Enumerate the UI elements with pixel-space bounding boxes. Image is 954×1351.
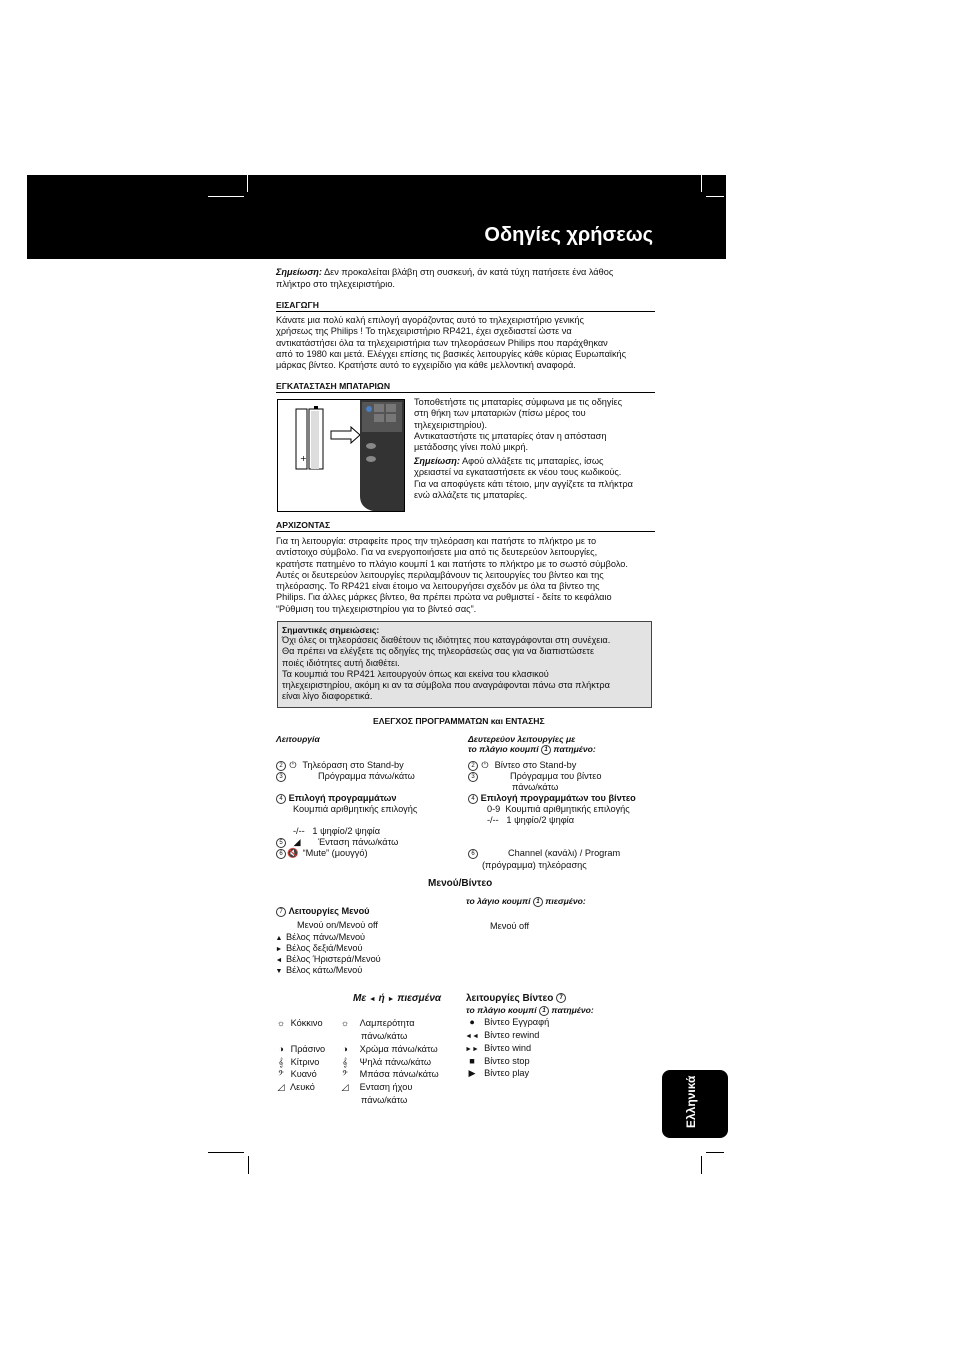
- menu-onoff: Μενού on/Μενού off: [297, 920, 378, 930]
- intro-paragraph: Κάνατε μια πολύ καλή επιλογή αγοράζοντας αυτό το τηλεχειριστήριο γενικής χρήσεως της Philips ! Το τηλεχειριστήριο RP421, έχει σχεδιαστεί ώστε να αντικατάστήσει όλα τα τηλεχειριστήρια των τηλεοράσεων Philips που παράχθηκαν από το 1980 και μετά. Ελέγχει επίσης τις βασικές λειτουργίες κάθε κύριας Ευρωπαϊκής μάρκας βίντεο. Κρατήστε αυτό το εγχειρίδιο για κάθε μελλοντική αναφορά.: [276, 315, 627, 371]
- volume-icon: ◿: [277, 1082, 285, 1092]
- bass-icon: 𝄢: [342, 1069, 348, 1079]
- color-cyan: 𝄢 Κυανό: [274, 1069, 317, 1080]
- colors-heading: Με ◄ ή ► πιεσμένα: [353, 993, 442, 1004]
- right-sel: 4 Επιλογή προγραμμάτων του βίντεο: [468, 793, 636, 804]
- crop-mark: [701, 175, 702, 192]
- volume: ◿ Ενταση ήχου: [338, 1082, 412, 1093]
- video-wind: ►► Βίντεο wind: [465, 1043, 531, 1055]
- video-record: ● Βίντεο Εγγραφή: [465, 1017, 549, 1028]
- right-chan-2: (πρόγραμμα) τηλεόρασης: [482, 860, 587, 870]
- volume-icon: ◿: [341, 1082, 349, 1092]
- brightness: ☼ Λαμπερότητα: [338, 1018, 415, 1029]
- right-prog: 3 Πρόγραμμα του βίντεο: [468, 771, 602, 782]
- brightness-icon: ☼: [340, 1018, 350, 1028]
- treble: 𝄞 Ψηλά πάνω/κάτω: [338, 1057, 431, 1068]
- note-top-line2: πλήκτρο στο τηλεχειριστήριο.: [276, 279, 395, 289]
- crop-mark: [247, 175, 248, 192]
- bass: 𝄢 Μπάσα πάνω/κάτω: [338, 1069, 439, 1080]
- right-chan: 6 Channel (κανάλι) / Program: [468, 848, 620, 859]
- arrow-left-icon: ◄: [368, 996, 376, 1003]
- play-icon: ▶: [468, 1068, 476, 1078]
- battery-illustration: [277, 399, 405, 512]
- video-play: ▶ Βίντεο play: [465, 1068, 529, 1079]
- crop-mark: [706, 196, 724, 197]
- menu-side-button: το λάγιο κουμπί 1 πιεσμένο:: [466, 896, 586, 906]
- left-digit: -/-- 1 ψηφίο/2 ψηφία: [293, 826, 381, 836]
- color-icon: ◑: [278, 1044, 284, 1054]
- arrow-down: ▼ Βέλος κάτω/Μενού: [272, 965, 362, 977]
- start-paragraph: Για τη λειτουργία: στραφείτε προς την τηλεόραση και πατήστε το πλήκτρο με το αντίστοιχο σύμβολο. Για να ενεργοποιήσετε μια από τις δευτερεύον λειτουργίες, κρατήστε πατημένο το πλάγιο κουμπί 1 και πατήστε το πλήκτρο με το σωστό σύμβολο. Αυτές οι δευτερεύον λειτουργίες περιλαμβάνουν τις λειτουργίες του βίντεο και της τηλεόρασης. Το RP421 είναι έτοιμο να λειτουργήσει σχεδόν με όλα τα βίντεο της Philips. Για άλλες μάρκες βίντεο, θα πρέπει πρώτα να ρυθμιστεί - δείτε το κεφάλαιο “Ρύθμιση του τηλεχειριστηρίου για το βίντεό σας”.: [276, 536, 628, 614]
- video-stop: ■ Βίντεο stop: [465, 1056, 530, 1067]
- section-heading-start: ΑΡΧΙΖΟΝΤΑΣ: [276, 520, 655, 532]
- arrow-left: ◄ Βέλος Ήριστερά/Μενού: [272, 954, 381, 966]
- power-icon: ⏻: [289, 760, 297, 770]
- program-control-title: ΕΛΕΓΧΟΣ ΠΡΟΓΡΑΜΜΑΤΩΝ και ΕΝΤΑΣΗΣ: [373, 716, 545, 726]
- page-title: Οδηγίες χρήσεως: [484, 224, 653, 246]
- language-tab: Ελληνικά: [662, 1070, 728, 1138]
- left-sel-desc: Κουμπιά αριθμητικής επιλογής: [293, 804, 418, 814]
- mute-icon: 🔇: [287, 848, 299, 858]
- battery-drawing: [278, 400, 404, 511]
- record-icon: ●: [469, 1017, 475, 1027]
- power-icon: ⏻: [481, 760, 489, 770]
- left-vol: 5 ◢ Ένταση πάνω/κάτω: [276, 837, 398, 848]
- rewind-icon: ◄◄: [465, 1033, 479, 1040]
- arrow-down-icon: ▼: [275, 968, 283, 975]
- left-heading: Λειτουργία: [276, 734, 320, 744]
- volume-icon: ◢: [293, 837, 301, 847]
- crop-mark: [701, 1156, 702, 1174]
- right-standby: 2 ⏻ Βίντεο στο Stand-by: [468, 760, 576, 771]
- stop-icon: ■: [469, 1056, 475, 1066]
- volume-2: πάνω/κάτω: [361, 1095, 408, 1105]
- treble-icon: 𝄞: [278, 1057, 284, 1067]
- crop-mark: [706, 1152, 724, 1153]
- video-rewind: ◄◄ Βίντεο rewind: [465, 1030, 539, 1042]
- video-sub: το πλάγιο κουμπί 1 πατημένο:: [466, 1005, 594, 1015]
- right-heading-1: Δευτερεύον λειτουργίες με: [468, 734, 576, 744]
- header-banner: [27, 175, 726, 259]
- arrow-right-icon: ►: [275, 946, 283, 953]
- arrow-left-icon: ◄: [275, 957, 283, 964]
- color-icon: ◑: [342, 1044, 348, 1054]
- section-heading-battery: ΕΓΚΑΤΑΣΤΑΣΗ ΜΠΑΤΑΡΙΩΝ: [276, 381, 655, 393]
- important-heading: Σημαντικές σημειώσεις:: [282, 625, 380, 635]
- section-heading-intro: ΕΙΣΑΓΩΓΗ: [276, 300, 655, 312]
- important-text: Όχι όλες οι τηλεοράσεις διαθέτουν τις ιδιότητες που καταγράφονται στη συνέχεια. Θα πρέπει να ελέγξετε τις οδηγίες της τηλεοράσεώς σας για να διαπιστώσετε ποιές ιδιότητες αυτή διαθέτει. Τα κουμπιά του RP421 λειτουργούν όπως και εκείνα του κλασικού τηλεχειριστηρίου, ακόμη κι αν τα σύμβολα που αναγράφονται πάνω στα πλήκτρα είναι λίγο διαφορετικά.: [282, 635, 611, 702]
- left-prog: 3 Πρόγραμμα πάνω/κάτω: [276, 771, 415, 782]
- fast-forward-icon: ►►: [465, 1046, 479, 1053]
- right-prog-2: πάνω/κάτω: [512, 782, 559, 792]
- battery-note: Σημείωση: Αφού αλλάξετε τις μπαταρίες, ίσως χρειαστεί να εγκαταστήσετε εκ νέου τους κωδικούς. Για να αποφύγετε κάτι τέτοιο, μην αγγίζετε τα πλήκτρα ενώ αλλάζετε τις μπαταρίες.: [414, 456, 633, 500]
- arrow-right: ► Βέλος δεξιά/Μενού: [272, 943, 362, 955]
- crop-mark: [208, 196, 244, 197]
- color-green: ◑ Πράσινο: [274, 1044, 325, 1055]
- crop-mark: [208, 1152, 244, 1153]
- arrow-up-icon: ▲: [275, 935, 283, 942]
- left-standby: 2 ⏻ Τηλεόραση στο Stand-by: [276, 760, 404, 771]
- left-mute: 6 🔇 “Mute” (μουγγό): [276, 848, 368, 859]
- menu-video-title: Μενού/Βίντεο: [428, 878, 493, 889]
- brightness-icon: ☼: [276, 1018, 286, 1028]
- color-red: ☼ Κόκκινο: [274, 1018, 323, 1029]
- colour: ◑ Χρώμα πάνω/κάτω: [338, 1044, 438, 1055]
- color-white: ◿ Λευκό: [274, 1082, 315, 1093]
- important-notes-box: [277, 621, 652, 708]
- video-heading: λειτουργίες Βίντεο 7: [466, 993, 566, 1004]
- battery-text: Τοποθετήστε τις μπαταρίες σύμφωνα με τις οδηγίες στη θήκη των μπαταριών (πίσω μέρος του τηλεχειριστηρίου). Αντικαταστήστε τις μπαταρίες όταν η απόσταση μετάδοσης γίνει πολύ μικρή.: [414, 397, 623, 453]
- arrow-right-icon: ►: [387, 996, 395, 1003]
- note-top-line1: Σημείωση: Δεν προκαλείται βλάβη στη συσκευή, άν κατά τύχη πατήσετε ένα λάθος: [276, 267, 614, 277]
- right-digit: -/-- 1 ψηφίο/2 ψηφία: [487, 815, 575, 825]
- menu-heading: 7 Λειτουργίες Μενού: [276, 906, 370, 917]
- brightness-2: πάνω/κάτω: [361, 1031, 408, 1041]
- right-heading-2: το πλάγιο κουμπί 1 πατημένο:: [468, 744, 596, 754]
- right-sel-desc: 0-9 Κουμπιά αριθμητικής επιλογής: [487, 804, 630, 814]
- color-yellow: 𝄞 Κίτρινο: [274, 1057, 319, 1068]
- menu-off: Μενού off: [490, 921, 530, 931]
- bass-icon: 𝄢: [278, 1069, 284, 1079]
- treble-icon: 𝄞: [342, 1057, 348, 1067]
- plus-sign: +: [300, 454, 307, 463]
- crop-mark: [248, 1156, 249, 1174]
- arrow-up: ▲ Βέλος πάνω/Μενού: [272, 932, 365, 944]
- left-sel: 4 Επιλογή προγραμμάτων: [276, 793, 397, 804]
